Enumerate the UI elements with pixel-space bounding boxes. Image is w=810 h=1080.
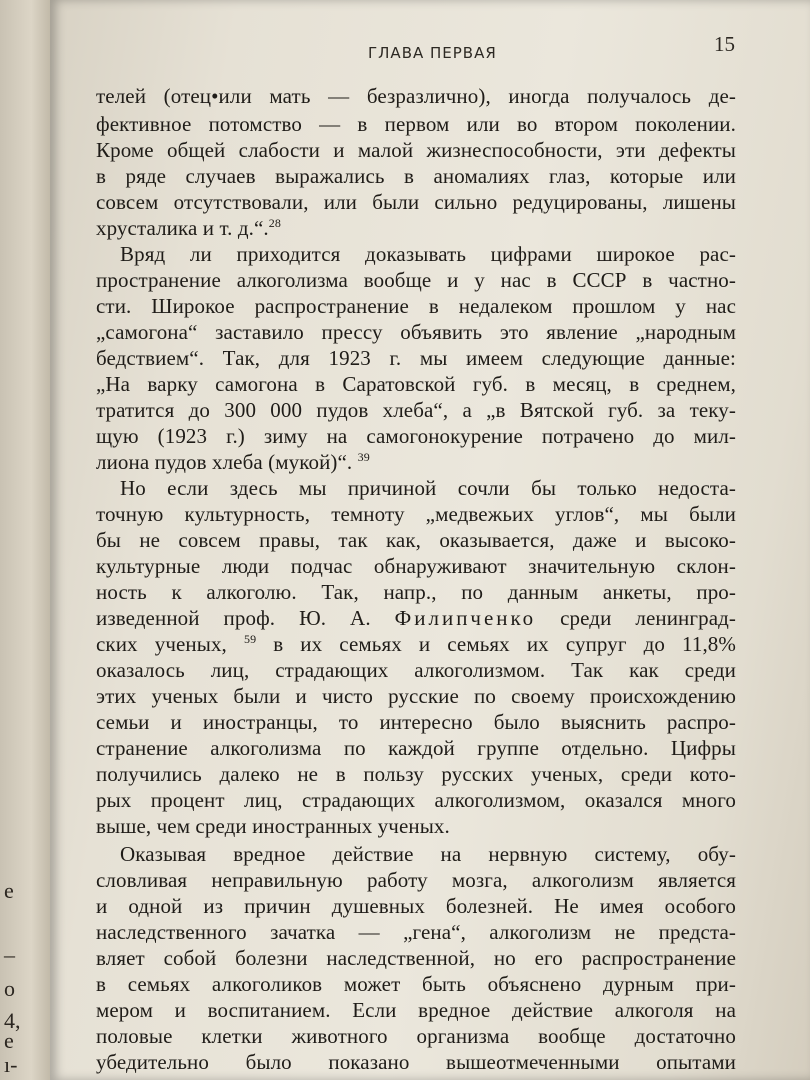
text-line: в ряде случаев выражались в аномалиях глаз, которые или xyxy=(96,164,736,188)
text-line: Вряд ли приходится доказывать цифрами широкое рас- xyxy=(120,242,736,266)
text-line: совсем отсутствовали, или были сильно редуцированы, лишены xyxy=(96,190,736,214)
text-line: ность к алкоголю. Так, напр., по данным анкеты, про- xyxy=(96,580,736,604)
text-line: бы не совсем правы, так как, оказывается, даже и высоко- xyxy=(96,528,736,552)
text-line: лиона пудов хлеба (мукой)“. $^{39}$ xyxy=(96,450,370,474)
text-line: щую (1923 г.) зиму на самогонокурение потрачено до мил- xyxy=(96,424,736,448)
spaced-name: Филипченко xyxy=(394,606,537,630)
text-line: этих ученых были и чисто русские по своему происхождению xyxy=(96,684,736,708)
text-line: ских ученых, $^{59}$ в их семьях и семьях их супруг до 11,8% xyxy=(96,632,736,656)
text-line: выше, чем среди иностранных ученых. xyxy=(96,814,450,838)
footnote-ref: 28 xyxy=(268,216,281,230)
text-line: мером и воспитанием. Если вредное действие алкоголя на xyxy=(96,998,736,1022)
text-line: убедительно было показано вышеотмеченными опытами xyxy=(96,1050,736,1074)
text-line: рых процент лиц, страдающих алкоголизмом, оказался много xyxy=(96,788,736,812)
text-line: словливая неправильную работу мозга, алкоголизм является xyxy=(96,868,736,892)
text-line: „самогона“ заставило прессу объявить это явление „народным xyxy=(96,320,736,344)
text-line: в семьях алкоголиков может быть объяснено дурным при- xyxy=(96,972,736,996)
text-line: телей (отец•или мать — безразлично), иногда получалось де- xyxy=(96,84,736,108)
text-line: вляет собой болезни наследственной, но его распространение xyxy=(96,946,736,970)
text-line: Но если здесь мы причиной сочли бы только недоста- xyxy=(120,476,736,500)
adjacent-page-fragment: ı- xyxy=(4,1052,18,1077)
text-line: точную культурность, темноту „медвежьих углов“, мы были xyxy=(96,502,736,526)
adjacent-page-fragment: е xyxy=(4,878,14,903)
footnote-ref: 39 xyxy=(357,450,370,464)
text-line: изведенной проф. Ю. А. Филипченко среди ленинград- xyxy=(96,606,737,630)
text-line: пространение алкоголизма вообще и у нас в СССР в частно- xyxy=(96,268,736,292)
footnote-ref: 59 xyxy=(243,632,257,646)
text-line: оказалось лиц, страдающих алкоголизмом. Так как среди xyxy=(96,658,736,682)
text-line: „На варку самогона в Саратовской губ. в месяц, в среднем, xyxy=(96,372,736,396)
text-line: семьи и иностранцы, то интересно было выяснить распро- xyxy=(96,710,736,734)
adjacent-page-fragment: е xyxy=(4,1028,14,1053)
text-line: тратится до 300 000 пудов хлеба“, а „в Вятской губ. за теку- xyxy=(96,398,736,422)
text-line: наследственного зачатка — „гена“, алкоголизм не предста- xyxy=(96,920,736,944)
adjacent-page-fragment: 4, xyxy=(4,1008,21,1033)
adjacent-page-fragment: – xyxy=(4,942,15,967)
text-line: Кроме общей слабости и малой жизнеспособности, эти дефекты xyxy=(96,138,736,162)
text-line: культурные люди подчас обнаруживают значительную склон- xyxy=(96,554,736,578)
text-line: получились далеко не в пользу русских ученых, среди кото- xyxy=(96,762,736,786)
text-line: сти. Широкое распространение в недалеком прошлом у нас xyxy=(96,294,736,318)
adjacent-page-edge xyxy=(0,0,52,1080)
text-line: и одной из причин душевных болезней. Не имея особого xyxy=(96,894,736,918)
adjacent-page-fragment: о xyxy=(4,976,15,1001)
text-line: странение алкоголизма по каждой группе отдельно. Цифры xyxy=(96,736,736,760)
text-line: бедствием“. Так, для 1923 г. мы имеем следующие данные: xyxy=(96,346,736,370)
page-number: 15 xyxy=(714,32,735,56)
text-line: половые клетки животного организма вообще достаточно xyxy=(96,1024,736,1048)
running-head: ГЛАВА ПЕРВАЯ xyxy=(368,44,497,62)
text-line: Оказывая вредное действие на нервную систему, обу- xyxy=(120,842,736,866)
text-line: хрусталика и т. д.“.$^{28}$ xyxy=(96,216,281,240)
text-line: фективное потомство — в первом или во втором поколении. xyxy=(96,112,736,136)
